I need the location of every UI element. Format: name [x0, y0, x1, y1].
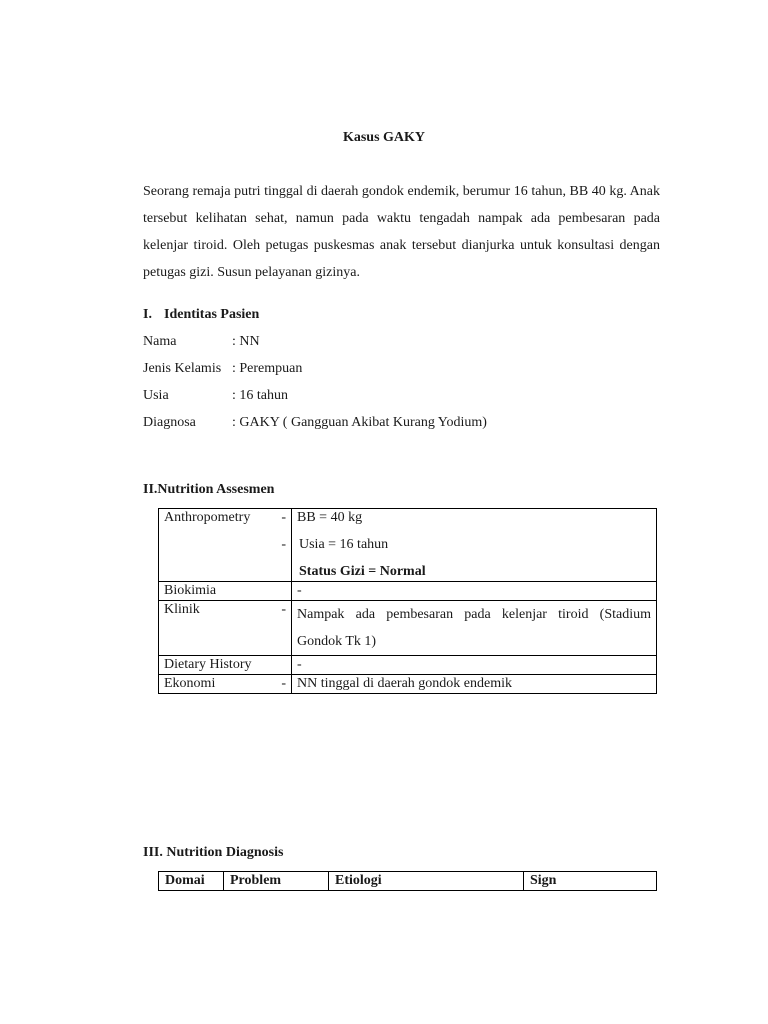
- anthropometry-label-cell: [159, 509, 292, 582]
- document-title: Kasus GAKY: [342, 130, 426, 145]
- row-label: Klinik: [164, 602, 200, 617]
- identity-row-diagnosa: [143, 415, 487, 431]
- identity-row-nama: [143, 334, 260, 350]
- row-dash: -: [281, 510, 286, 525]
- row-dash: -: [281, 537, 286, 552]
- table-header-row: [159, 872, 657, 891]
- identity-value: : NN: [232, 334, 260, 349]
- dietary-value-cell: -: [292, 656, 657, 675]
- dietary-label-cell: Dietary History: [159, 656, 292, 675]
- table-row: [159, 582, 657, 601]
- identity-value: : Perempuan: [232, 361, 303, 376]
- status-gizi-value: Status Gizi = Normal: [299, 564, 426, 579]
- section-diagnosis-heading: III. Nutrition Diagnosis: [143, 845, 284, 860]
- row-label: Ekonomi: [164, 676, 216, 691]
- table-row: [159, 601, 657, 656]
- identity-row-usia: [143, 388, 288, 404]
- biokimia-label-cell: Biokimia: [159, 582, 292, 601]
- column-header: Domai: [159, 872, 224, 891]
- section-assessment-heading: II.Nutrition Assesmen: [143, 482, 275, 497]
- identity-label: Usia: [143, 388, 169, 403]
- usia-value: Usia = 16 tahun: [299, 537, 389, 552]
- identity-value: : GAKY ( Gangguan Akibat Kurang Yodium): [232, 415, 487, 430]
- column-header: Problem: [224, 872, 329, 891]
- bb-value: BB = 40 kg: [297, 510, 363, 525]
- section-identitas-heading: [143, 307, 259, 323]
- identity-row-jenis-kelamin: [143, 361, 302, 377]
- identity-label: Diagnosa: [143, 415, 196, 430]
- section-title: Identitas Pasien: [164, 307, 260, 322]
- anthropometry-value-cell: [292, 509, 657, 582]
- section-number: I.: [143, 307, 152, 322]
- diagnosis-table: [158, 871, 657, 891]
- klinik-label-cell: [159, 601, 292, 656]
- klinik-value-cell: Nampak ada pembesaran pada kelenjar tiroid (Stadium Gondok Tk 1): [292, 601, 657, 656]
- column-header: Sign: [524, 872, 657, 891]
- case-paragraph: Seorang remaja putri tinggal di daerah gondok endemik, berumur 16 tahun, BB 40 kg. Anak tersebut kelihatan sehat, namun pada waktu tengadah nampak ada pembesaran pada kelenjar tiroid. Oleh petugas puskesmas anak tersebut dianjurka untuk konsultasi dengan petugas gizi. Susun pelayanan gizinya.: [143, 184, 660, 280]
- biokimia-value-cell: -: [292, 582, 657, 601]
- column-header: Etiologi: [329, 872, 524, 891]
- row-dash: -: [281, 602, 286, 617]
- row-label: Anthropometry: [164, 510, 251, 525]
- identity-label: Jenis Kelamis: [143, 361, 222, 376]
- table-row: [159, 509, 657, 582]
- row-dash: -: [281, 676, 286, 691]
- ekonomi-label-cell: [159, 675, 292, 694]
- identity-value: : 16 tahun: [232, 388, 288, 403]
- assessment-table: [158, 508, 657, 694]
- identity-label: Nama: [143, 334, 177, 349]
- table-row: [159, 656, 657, 675]
- table-row: [159, 675, 657, 694]
- ekonomi-value-cell: NN tinggal di daerah gondok endemik: [292, 675, 657, 694]
